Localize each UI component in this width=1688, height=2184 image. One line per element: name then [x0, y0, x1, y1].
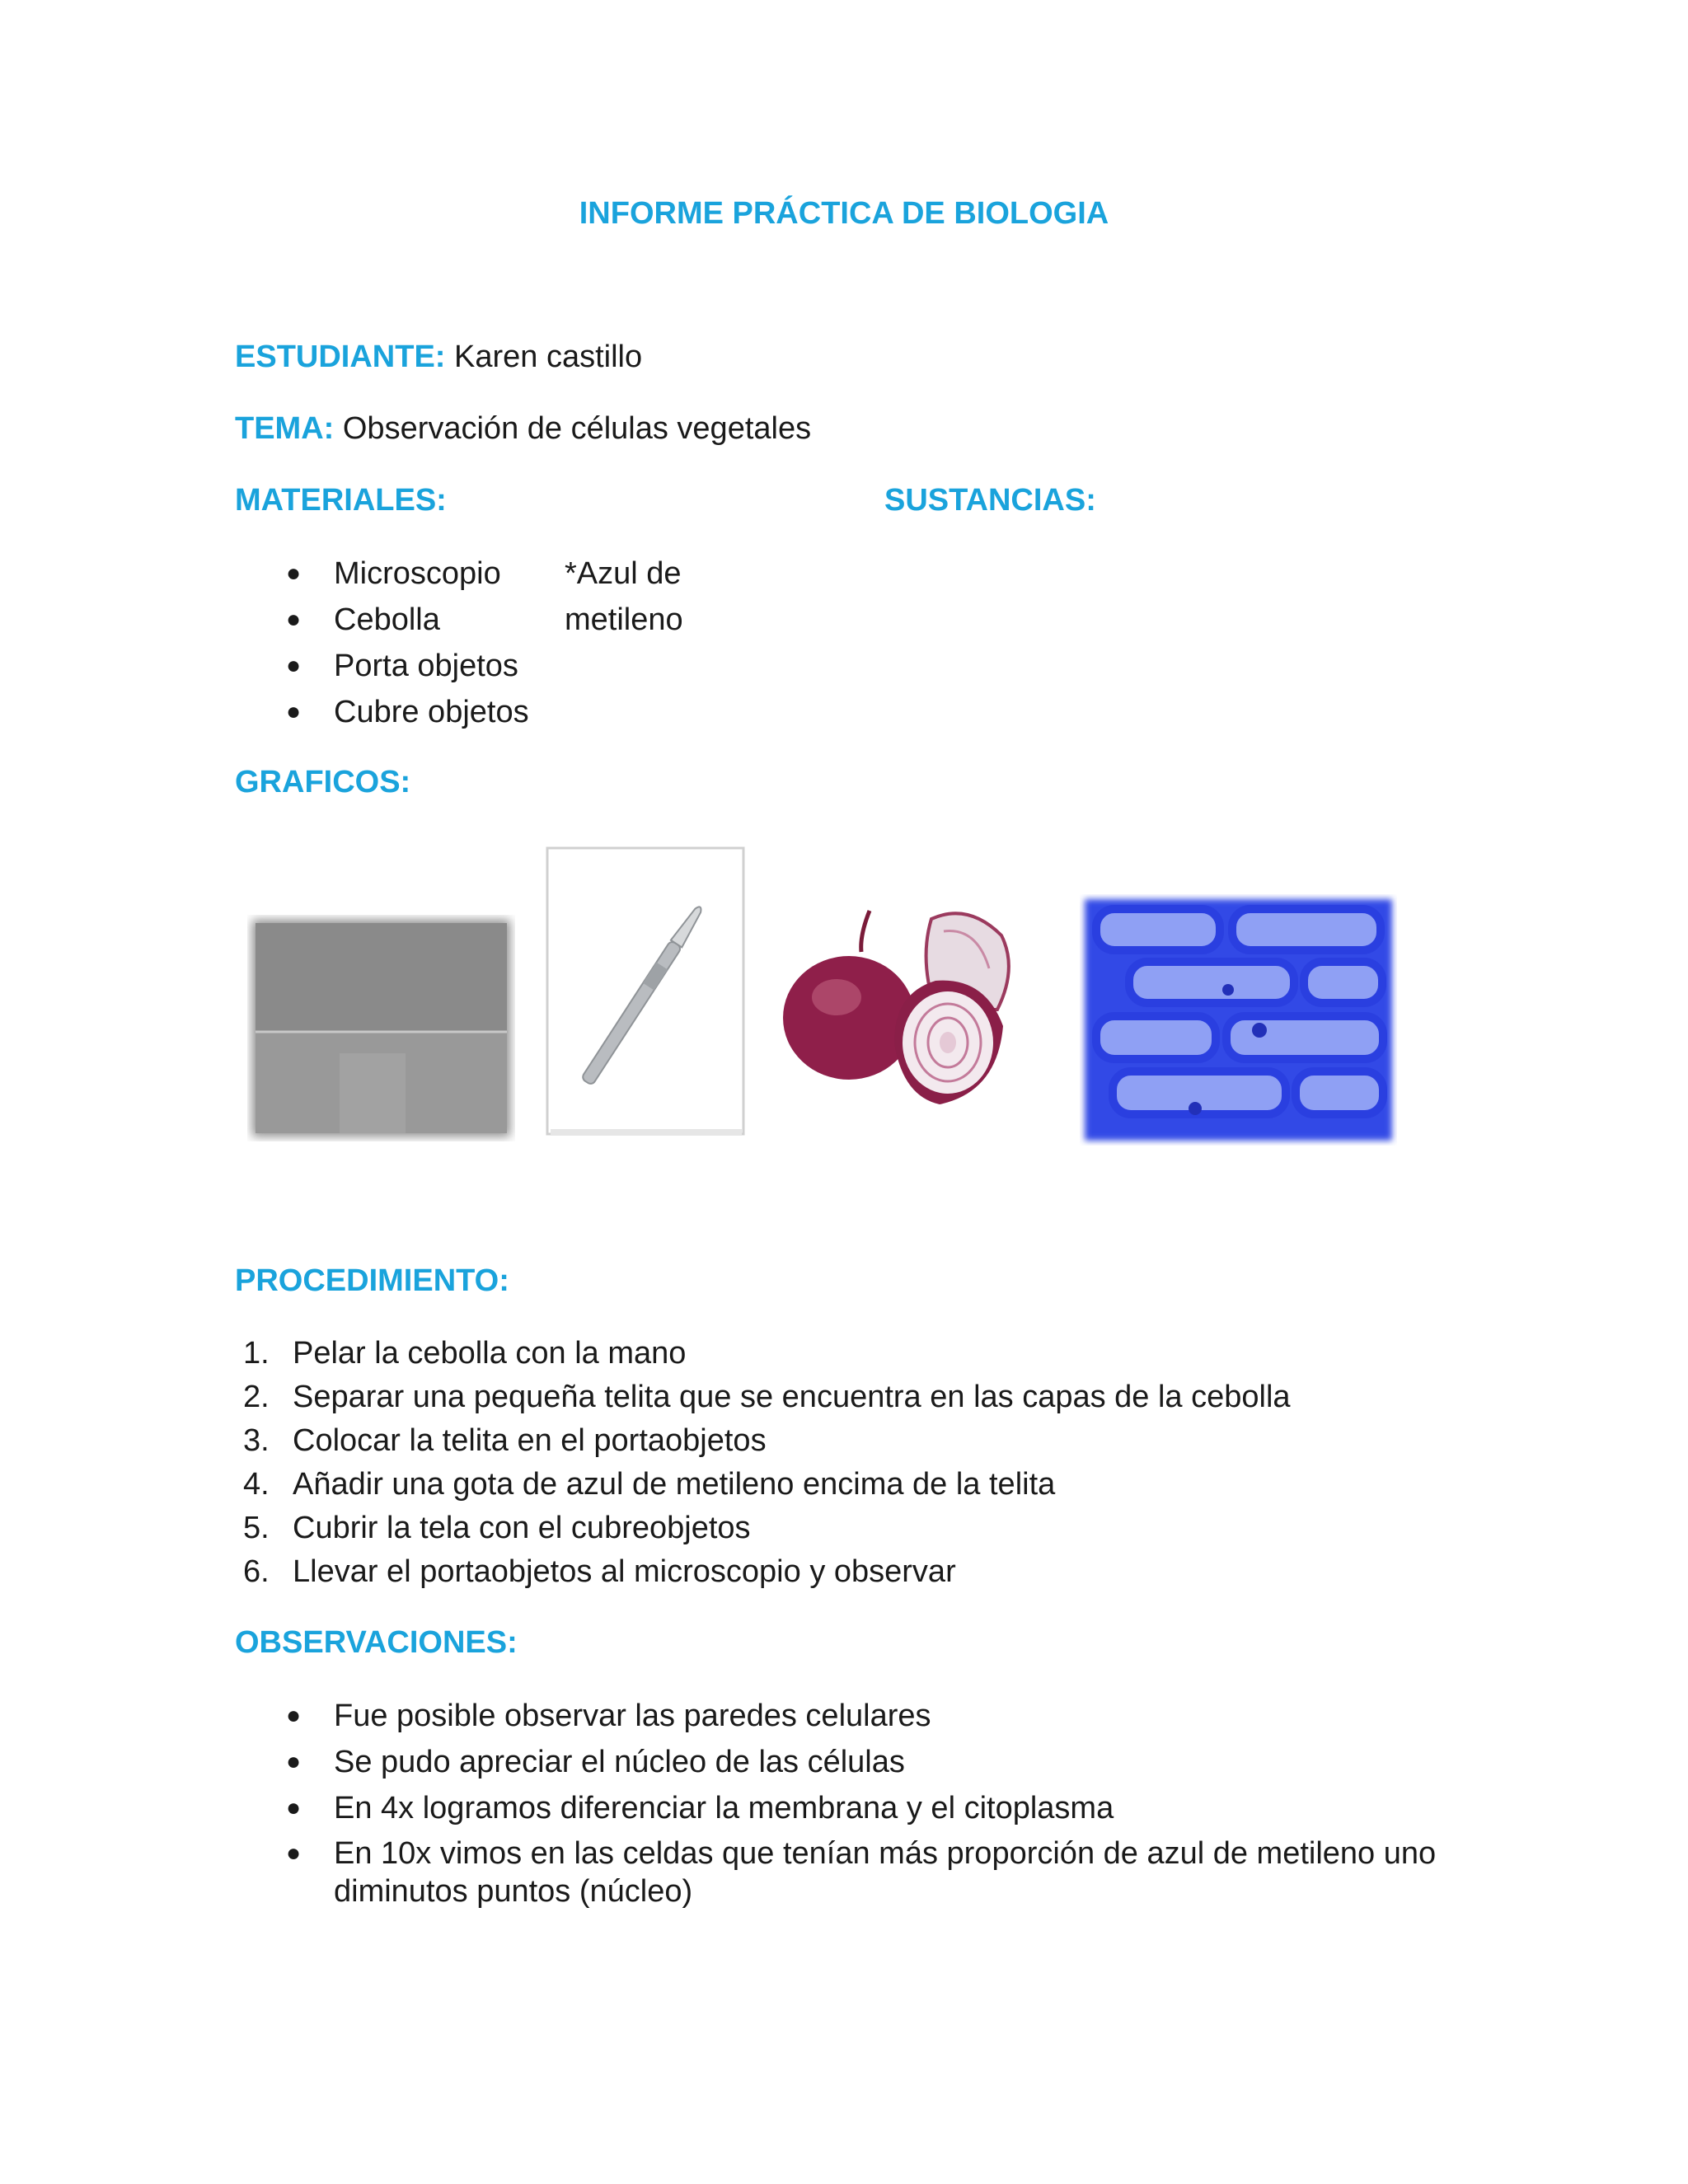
student-label: ESTUDIANTE:: [235, 340, 446, 374]
procedure-step: Pelar la cebolla con la mano: [293, 1336, 687, 1371]
material-item: Porta objetos: [334, 649, 518, 683]
red-onion-image: [779, 902, 1051, 1121]
materials-list: [235, 551, 683, 735]
list-item: [235, 1739, 1455, 1785]
report-title: INFORME PRÁCTICA DE BIOLOGIA: [579, 196, 1109, 231]
glass-slide-image: [247, 915, 515, 1141]
list-item: 2. Separar una pequeña telita que se encuentra en las capas de la cebolla: [243, 1380, 1291, 1414]
topic-label: TEMA:: [235, 411, 335, 446]
topic-value: Observación de células vegetales: [342, 411, 812, 446]
procedure-label: PROCEDIMIENTO:: [235, 1263, 509, 1298]
list-item: [235, 1693, 1455, 1739]
material-item: Cubre objetos: [334, 695, 529, 729]
procedure-step: Llevar el portaobjetos al microscopio y observar: [293, 1554, 956, 1589]
list-item: [235, 597, 529, 643]
student-value: Karen castillo: [454, 340, 643, 374]
observations-label: OBSERVACIONES:: [235, 1625, 518, 1660]
student-field: [235, 338, 642, 376]
list-item: 5. Cubrir la tela con el cubreobjetos: [243, 1511, 751, 1545]
list-item: [235, 689, 529, 735]
bullet-icon: ●: [286, 606, 302, 633]
bullet-icon: ●: [286, 1748, 302, 1775]
observation-item: En 4x logramos diferenciar la membrana y el citoplasma: [334, 1791, 1114, 1825]
materials-label: MATERIALES:: [235, 483, 447, 518]
scalpel-image: [544, 845, 747, 1137]
material-item: Cebolla: [334, 602, 440, 637]
topic-field: [235, 410, 811, 448]
procedure-step: Colocar la telita en el portaobjetos: [293, 1423, 767, 1458]
list-item: [235, 1785, 1455, 1831]
bullet-icon: ●: [286, 560, 302, 587]
bullet-icon: ●: [286, 652, 302, 679]
graphics-label: GRAFICOS:: [235, 765, 411, 799]
procedure-step: Separar una pequeña telita que se encuentra en las capas de la cebolla: [293, 1380, 1291, 1414]
substance-item: *Azul de metileno: [565, 556, 683, 637]
procedure-step: Añadir una gota de azul de metileno encima de la telita: [293, 1467, 1056, 1502]
list-item: [235, 643, 529, 689]
list-item: 4. Añadir una gota de azul de metileno encima de la telita: [243, 1467, 1056, 1502]
onion-cells-image: [1080, 894, 1397, 1146]
list-item: [235, 1835, 1455, 1910]
observation-item: En 10x vimos en las celdas que tenían más proporción de azul de metileno uno diminutos puntos (núcleo): [334, 1836, 1437, 1909]
bullet-icon: ●: [286, 1794, 302, 1821]
list-item: 1. Pelar la cebolla con la mano: [243, 1336, 687, 1371]
bullet-icon: ●: [286, 698, 302, 725]
material-item: Microscopio: [334, 556, 501, 591]
observations-list: [235, 1693, 1455, 1910]
list-item: 3. Colocar la telita en el portaobjetos: [243, 1423, 767, 1458]
substances-label: SUSTANCIAS:: [884, 483, 1096, 518]
observation-item: Se pudo apreciar el núcleo de las células: [334, 1745, 905, 1779]
bullet-icon: ●: [286, 1840, 302, 1867]
observation-item: Fue posible observar las paredes celulares: [334, 1699, 931, 1733]
list-item: 6. Llevar el portaobjetos al microscopio y observar: [243, 1554, 956, 1589]
procedure-list: [235, 1332, 1291, 1594]
bullet-icon: ●: [286, 1702, 302, 1729]
procedure-step: Cubrir la tela con el cubreobjetos: [293, 1511, 751, 1545]
